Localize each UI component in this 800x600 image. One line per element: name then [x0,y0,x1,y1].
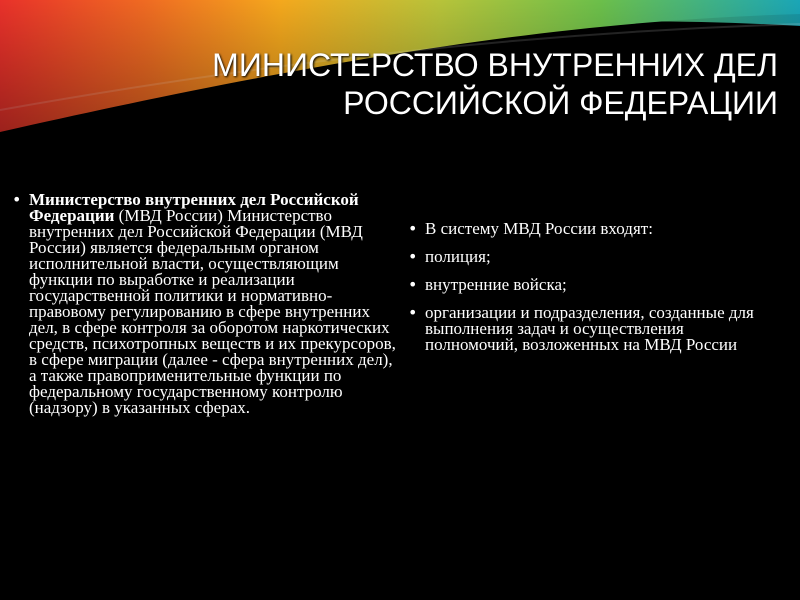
list-item [408,305,768,353]
bullet-dot-icon: • [408,303,418,322]
ministry-abbrev: (МВД России) [114,206,223,225]
list-item [408,221,768,237]
system-item-troops: внутренние войска; [425,275,567,294]
left-column [12,192,397,426]
ministry-name-bold: Министерство внутренних дел Российской Федерации [29,190,359,225]
list-item [408,249,768,265]
system-intro: В систему МВД России входят: [425,219,653,238]
bullet-dot-icon: • [408,219,418,238]
bullet-dot-icon: • [408,247,418,266]
list-item [408,277,768,293]
system-item-police: полиция; [425,247,491,266]
list-item [12,192,397,416]
bullet-dot-icon: • [408,275,418,294]
system-item-organizations: организации и подразделения, созданные для выполнения задач и осуществления полномочий, возложенных на МВД России [425,303,754,354]
slide-title: МИНИСТЕРСТВО ВНУТРЕННИХ ДЕЛ РОССИЙСКОЙ ФЕДЕРАЦИИ [212,47,778,121]
right-column [408,221,768,365]
bullet-dot-icon: • [12,190,22,209]
ministry-description: Министерство внутренних дел Российской Федерации (МВД России) является федеральным органом исполнительной власти, осуществляющим функции по выработке и реализации государственной политики и нормативно-правовому регулированию в сфере внутренних дел, в сфере контроля за оборотом наркотических средств, психотропных веществ и их прекурсоров, в сфере миграции (далее - сфера внутренних дел), а также правоприменительные функции по федеральному государственному контролю (надзору) в указанных сферах. [29,206,396,417]
